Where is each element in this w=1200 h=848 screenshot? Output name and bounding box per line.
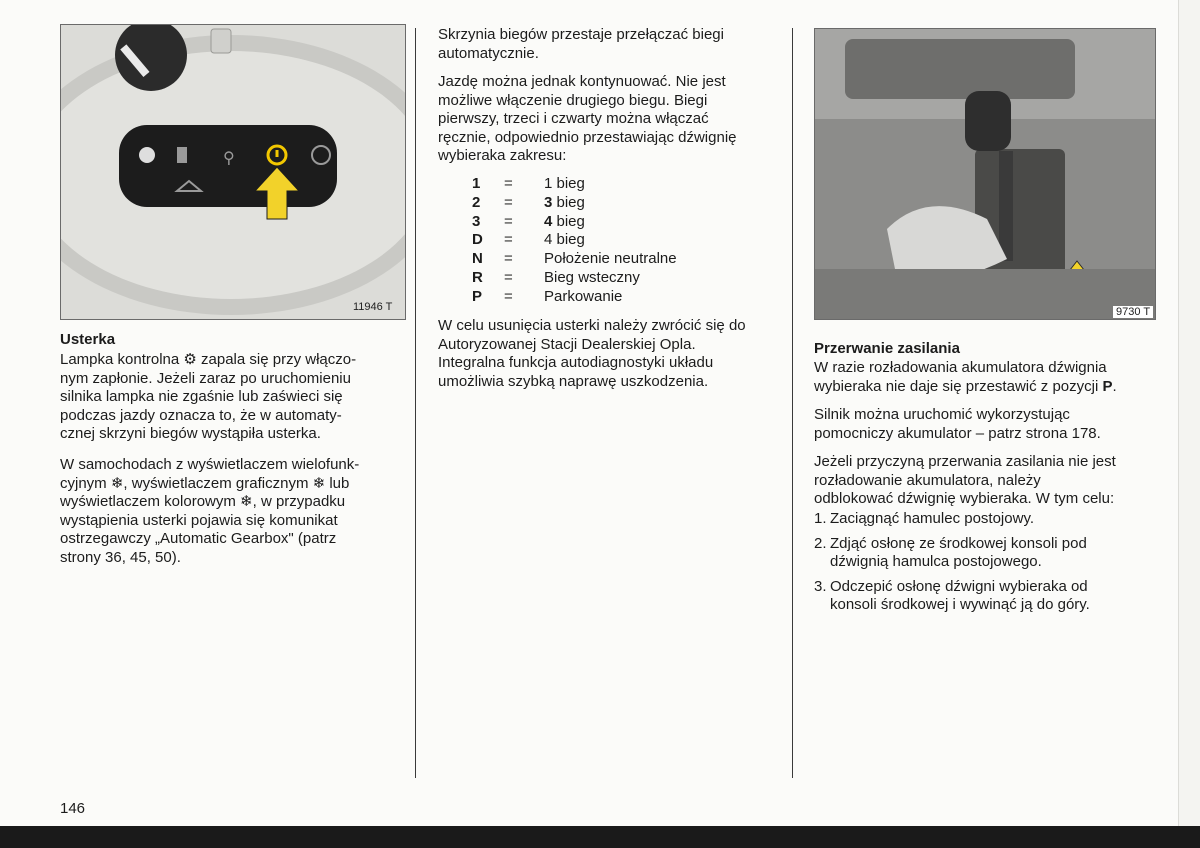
text-line: odblokować dźwignię wybieraka. W tym celu:: [814, 490, 1115, 508]
text-line: Odczepić osłonę dźwigni wybieraka od: [830, 577, 1088, 595]
text-line: umożliwia szybką naprawę uszkodzenia.: [438, 372, 709, 390]
gear-selector-table: [472, 175, 677, 307]
gear-desc: Bieg wsteczny: [544, 268, 640, 286]
text-line: Lampka kontrolna ⚙ zapala się przy włączo-: [60, 351, 357, 368]
text-line: wystąpienia usterki pojawia się komunikat: [60, 511, 338, 529]
text-line: Skrzynia biegów przestaje przełączać biegi: [438, 26, 724, 43]
step-number: 3.: [814, 577, 827, 595]
column-divider: [415, 28, 416, 778]
figure-number: 9730 T: [1113, 306, 1153, 318]
indicator-round-icon: [139, 147, 155, 163]
text-line: W samochodach z wyświetlaczem wielofunk-: [60, 456, 360, 473]
fuel-icon: [177, 147, 187, 163]
list-item: [814, 535, 1090, 572]
equals-sign: =: [504, 175, 513, 192]
text-line: W razie rozładowania akumulatora dźwignia: [814, 359, 1107, 376]
text-line: Jazdę można jednak kontynuować. Nie jest: [438, 73, 726, 90]
gear-desc: Parkowanie: [544, 287, 623, 305]
text-line: podczas jazdy oznacza to, że w automaty-: [60, 406, 342, 424]
gear-key: 2: [472, 193, 481, 211]
gear-row: [472, 213, 677, 232]
page-number: 146: [60, 800, 86, 817]
equals-sign: =: [504, 250, 513, 268]
heading-przerwanie-zasilania: Przerwanie zasilania: [814, 340, 960, 357]
paragraph-warning-light: [60, 351, 356, 444]
step-number: 1.: [814, 510, 827, 527]
equals-sign: =: [504, 268, 513, 286]
paragraph-display-message: [60, 456, 359, 568]
text-line: W celu usunięcia usterki należy zwrócić się do: [438, 317, 746, 334]
text-line: Autoryzowanej Stacji Dealerskiej Opla.: [438, 335, 696, 353]
text-line: silnika lampka nie zgaśnie lub zaświeci się: [60, 388, 343, 406]
gear-row: [472, 288, 677, 307]
gear-key: 1: [472, 175, 481, 192]
text-line: nym zapłonie. Jeżeli zaraz po uruchomieniu: [60, 369, 351, 387]
gear-row: [472, 194, 677, 213]
paragraph-battery: [814, 359, 1117, 396]
text-line: pomocniczy akumulator – patrz strona 178.: [814, 424, 1101, 442]
gear-desc: 3 bieg: [544, 193, 585, 211]
equals-sign: =: [504, 287, 513, 305]
text-line: dźwignią hamulca postojowego.: [830, 553, 1042, 571]
gear-desc: 4 bieg: [544, 231, 585, 249]
column-divider: [792, 28, 793, 778]
gear-boot: [975, 149, 1065, 289]
gear-key: N: [472, 250, 483, 268]
text-line: konsoli środkowej i wywinąć ją do góry.: [830, 596, 1090, 614]
text-line: strony 36, 45, 50).: [60, 548, 181, 566]
paragraph-no-autoshift: [438, 26, 724, 63]
text-line: Zdjąć osłonę ze środkowej konsoli pod: [830, 534, 1087, 552]
gear-row: [472, 231, 677, 250]
equals-sign: =: [504, 193, 513, 211]
equals-sign: =: [504, 212, 513, 230]
list-item: [814, 578, 1090, 615]
page-edge: [1178, 0, 1200, 826]
gear-desc: 4 bieg: [544, 212, 585, 230]
figure-number: 11946 T: [353, 301, 393, 313]
gear-row: [472, 250, 677, 269]
text-line: wybieraka nie daje się przestawić z pozycji P.: [814, 377, 1117, 395]
gear-knob: [965, 91, 1011, 151]
text-line: cznej skrzyni biegów wystąpiła usterka.: [60, 425, 321, 443]
text-line: Zaciągnąć hamulec postojowy.: [830, 510, 1034, 527]
gear-row: [472, 175, 677, 194]
gear-key: 3: [472, 212, 481, 230]
gear-lever-photo: [814, 28, 1156, 320]
seatbelt-icon: ⚲: [223, 150, 235, 167]
gear-desc: Położenie neutralne: [544, 250, 677, 268]
paragraph-unlock: [814, 453, 1116, 509]
text-line: Silnik można uruchomić wykorzystując: [814, 406, 1070, 423]
paragraph-manual-gears: [438, 73, 737, 166]
list-item: [814, 510, 1090, 529]
gear-lever-illustration: [815, 29, 1156, 320]
text-line: pierwszy, trzeci i czwarty można włączać: [438, 110, 709, 128]
paragraph-dealer: [438, 317, 746, 391]
scan-bottom-edge: [0, 826, 1200, 848]
warning-light-figure: [60, 24, 406, 320]
step-number: 2.: [814, 534, 827, 552]
text-line: automatycznie.: [438, 44, 539, 62]
heading-usterka: Usterka: [60, 331, 116, 348]
text-line: cyjnym ❄, wyświetlaczem graficznym ❄ lub: [60, 474, 350, 492]
gear-key: P: [472, 287, 483, 305]
gear-key: D: [472, 231, 483, 249]
unlock-steps-list: [814, 510, 1090, 621]
text-line: Jeżeli przyczyną przerwania zasilania nie jest: [814, 453, 1116, 470]
instrument-cluster-illustration: [61, 25, 406, 320]
gear-key: R: [472, 268, 483, 286]
text-line: ostrzegawczy „Automatic Gearbox" (patrz: [60, 530, 337, 548]
gear-row: [472, 269, 677, 288]
text-line: Integralna funkcja autodiagnostyki układu: [438, 354, 714, 372]
text-line: możliwe włączenie drugiego biegu. Biegi: [438, 91, 708, 109]
text-line: wybieraka zakresu:: [438, 147, 567, 165]
text-line: ręcznie, odpowiednio przestawiając dźwignię: [438, 128, 737, 146]
paragraph-aux-battery: [814, 406, 1101, 443]
text-line: rozładowanie akumulatora, należy: [814, 471, 1041, 489]
gear-desc: 1 bieg: [544, 175, 585, 192]
text-line: wyświetlaczem kolorowym ❄, w przypadku: [60, 493, 346, 511]
equals-sign: =: [504, 231, 513, 249]
